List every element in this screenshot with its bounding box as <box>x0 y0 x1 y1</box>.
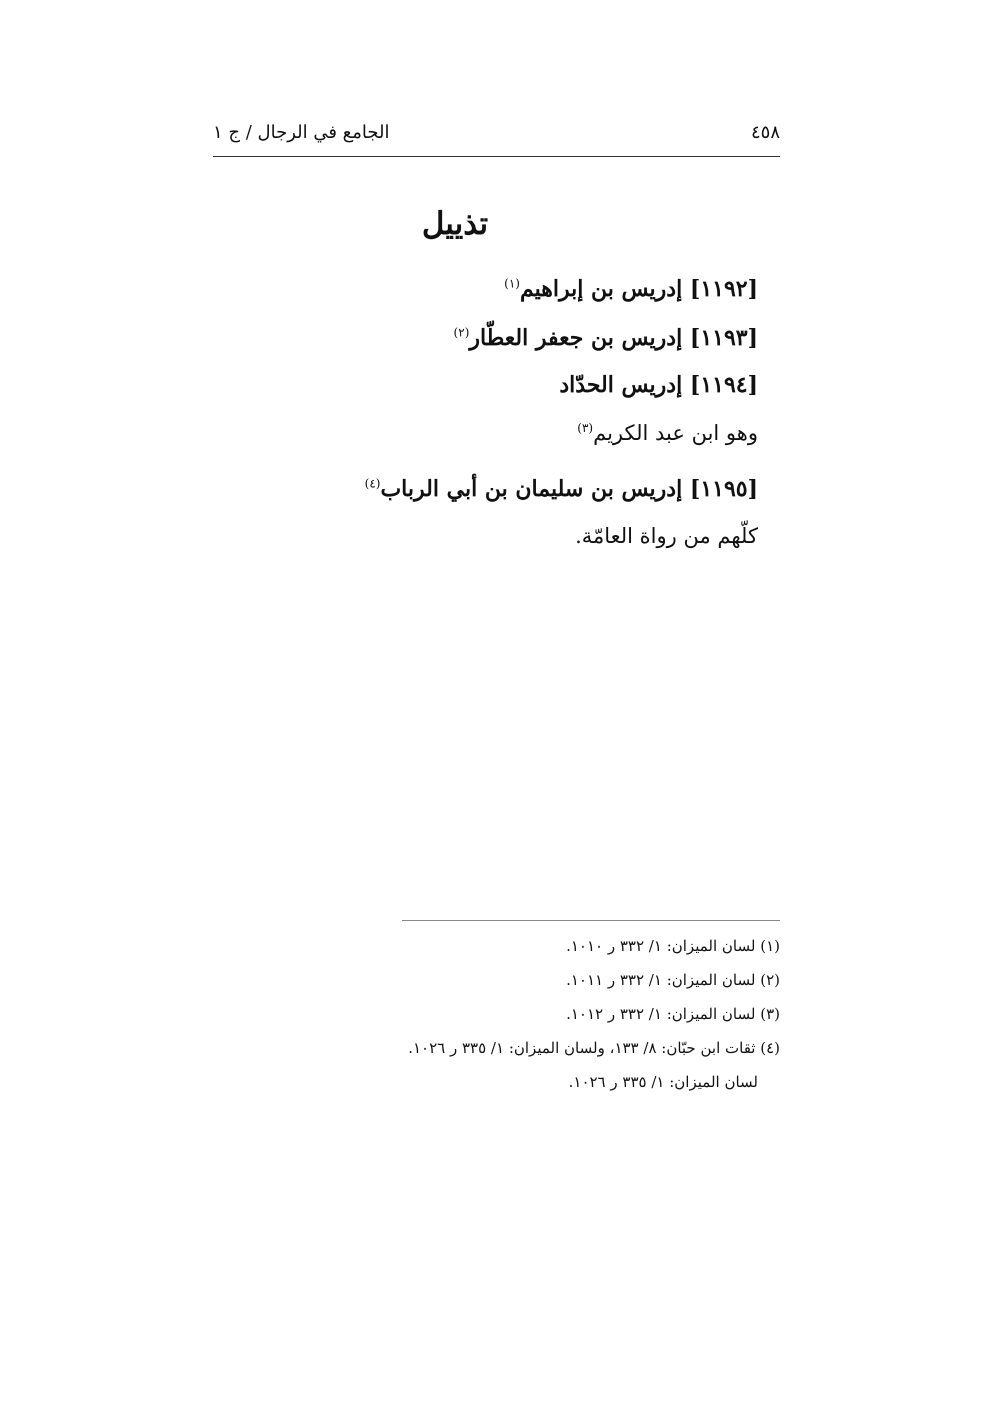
entry-number: [١١٩٣] <box>689 325 758 351</box>
entry-1193 <box>338 325 758 351</box>
footnote-ref[interactable]: (٢) <box>453 325 470 340</box>
entry-name: إدريس بن سليمان بن أبي الرباب <box>380 476 683 502</box>
footnote-4: (٤) ثقات ابن حبّان: ٨/ ١٣٣، ولسان الميزان: ١/ ٣٣٥ ر ١٠٢٦. <box>408 1039 780 1057</box>
running-header-title: الجامع في الرجال / ج ١ <box>213 122 390 143</box>
closing-remark: كلّهم من رواة العامّة. <box>575 524 758 548</box>
entry-name: إدريس الحدّاد <box>559 372 683 398</box>
footnote-4-continuation: لسان الميزان: ١/ ٣٣٥ ر ١٠٢٦. <box>568 1073 758 1091</box>
entry-name: إدريس بن جعفر العطّار <box>469 325 683 351</box>
entry-name: إدريس بن إبراهيم <box>519 276 683 302</box>
page-number: ٤٥٨ <box>750 122 780 143</box>
entry-1194 <box>338 372 758 398</box>
footnote-ref[interactable]: (١) <box>504 276 520 291</box>
entry-number: [١١٩٤] <box>689 372 758 398</box>
footnote-ref[interactable]: (٤) <box>364 476 381 491</box>
footnote-divider <box>402 920 780 921</box>
entry-number: [١١٩٢] <box>689 276 758 302</box>
entry-number: [١١٩٥] <box>689 476 758 502</box>
footnote-2: (٢) لسان الميزان: ١/ ٣٣٢ ر ١٠١١. <box>566 971 780 989</box>
detail-text: وهو ابن عبد الكريم <box>593 421 758 445</box>
entry-1194-detail <box>338 421 758 445</box>
header-divider <box>213 156 780 157</box>
footnote-1: (١) لسان الميزان: ١/ ٣٣٢ ر ١٠١٠. <box>566 937 780 955</box>
section-title: تذييل <box>421 206 489 242</box>
footnote-ref[interactable]: (٣) <box>577 421 594 435</box>
entry-1192 <box>338 276 758 302</box>
footnote-3: (٣) لسان الميزان: ١/ ٣٣٢ ر ١٠١٢. <box>566 1005 780 1023</box>
entry-1195 <box>338 476 758 502</box>
